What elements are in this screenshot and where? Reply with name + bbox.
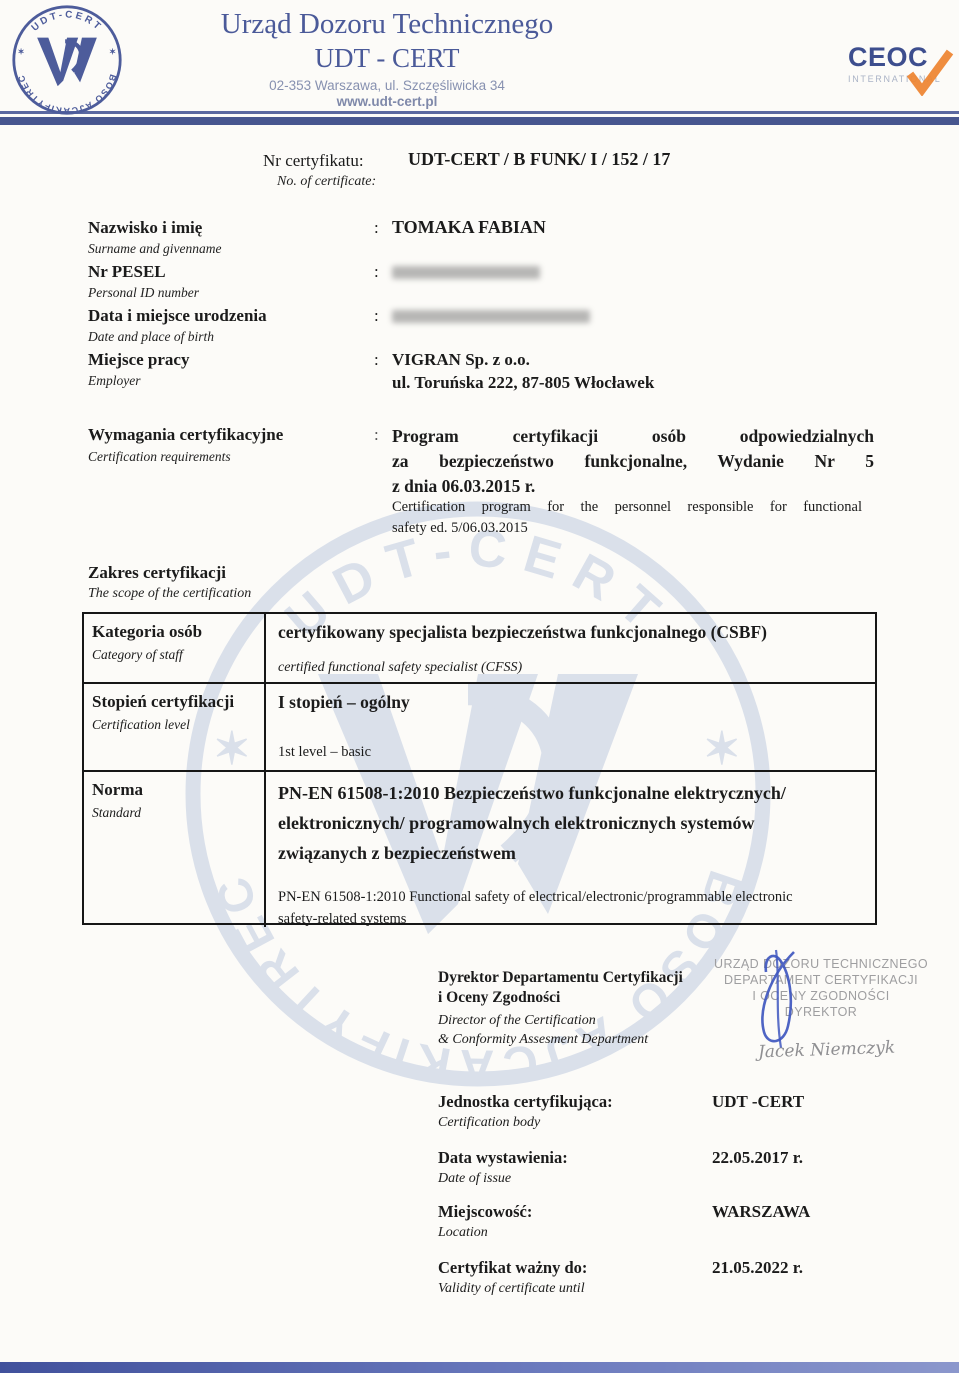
level-value-en: 1st level – basic <box>278 744 372 760</box>
org-name: Urząd Dozoru Technicznego <box>220 8 554 40</box>
scope-table <box>82 612 877 925</box>
scope-title: Zakres certyfikacji <box>88 563 227 582</box>
requirements-value-en <box>392 497 862 539</box>
cert-no-value: UDT-CERT / B FUNK/ I / 152 / 17 <box>408 149 671 169</box>
valid-until-label-group <box>438 1258 708 1297</box>
issue-date-label-group <box>438 1148 708 1187</box>
stamp-line: URZĄD DOZORU TECHNICZNEGO <box>714 957 928 971</box>
cert-no-label-en: No. of certificate: <box>277 174 377 189</box>
standard-value-line: elektronicznych/ programowalnych elektronicznych systemów <box>278 813 755 833</box>
director-title-en-line: Director of the Certification <box>438 1013 596 1028</box>
requirements-value <box>392 424 874 499</box>
category-label: Kategoria osób <box>92 622 203 641</box>
issue-date-value: 22.05.2017 r. <box>712 1148 803 1167</box>
requirements-colon: : <box>374 425 379 444</box>
standard-value-en-line: safety-related systems <box>278 911 407 927</box>
pesel-label-en: Personal ID number <box>88 285 199 300</box>
location-value: WARSZAWA <box>712 1202 811 1221</box>
category-label-en: Category of staff <box>92 647 183 662</box>
pesel-colon: : <box>374 262 379 281</box>
name-label: Nazwisko i imię <box>88 218 203 237</box>
pesel-value-redacted <box>392 266 540 279</box>
requirements-value-line: z dnia 06.03.2015 r. <box>392 476 536 496</box>
cert-body-label-group <box>438 1092 708 1131</box>
director-title-line2: i Oceny Zgodności <box>438 989 561 1006</box>
scope-row-standard-value-cell <box>266 772 875 927</box>
category-value-en: certified functional safety specialist (CFSS) <box>278 660 523 675</box>
name-value: TOMAKA FABIAN <box>392 217 546 237</box>
header-rule-thin <box>0 111 959 114</box>
director-title-line1: Dyrektor Departamentu Certyfikacji <box>438 969 683 986</box>
pesel-label: Nr PESEL <box>88 262 166 281</box>
issue-date-label: Data wystawienia: <box>438 1148 568 1167</box>
org-unit: UDT - CERT <box>314 43 460 73</box>
level-value: I stopień – ogólny <box>278 692 410 712</box>
birth-colon: : <box>374 306 379 325</box>
scope-row-category-value-cell <box>266 614 875 684</box>
valid-until-label-en: Validity of certificate until <box>438 1281 585 1296</box>
location-label: Miejscowość: <box>438 1202 533 1221</box>
location-label-en: Location <box>438 1225 488 1240</box>
stamp-line: I OCENY ZGODNOŚCI <box>752 989 890 1003</box>
ceoc-subtitle: INTERNATIONAL <box>848 74 942 84</box>
bottom-accent-bar <box>0 1362 959 1373</box>
standard-value-line: PN-EN 61508-1:2010 Bezpieczeństwo funkcjonalne elektrycznych/ <box>278 783 786 803</box>
standard-value-en-line: PN-EN 61508-1:2010 Functional safety of electrical/electronic/programmable electronic <box>278 889 793 905</box>
name-label-en: Surname and givenname <box>88 241 222 256</box>
standard-value-line: związanych z bezpieczeństwem <box>278 843 516 863</box>
category-value: certyfikowany specjalista bezpieczeństwa funkcjonalnego (CSBF) <box>278 622 767 642</box>
valid-until-label: Certyfikat ważny do: <box>438 1258 588 1277</box>
employer-value-line2: ul. Toruńska 222, 87-805 Włocławek <box>392 373 655 392</box>
valid-until-value: 21.05.2022 r. <box>712 1258 803 1277</box>
birth-value-redacted <box>392 310 590 323</box>
scope-title-en: The scope of the certification <box>88 586 252 601</box>
name-colon: : <box>374 218 379 237</box>
org-website: www.udt-cert.pl <box>336 94 438 109</box>
requirements-value-en-line: safety ed. 5/06.03.2015 <box>392 520 528 536</box>
scope-row-category-label-cell <box>84 614 266 684</box>
birth-label-en: Date and place of birth <box>88 329 214 344</box>
ceoc-name: CEOC <box>848 42 929 72</box>
requirements-value-line: za bezpieczeństwo funkcjonalne, Wydanie Nr 5 <box>392 451 874 471</box>
standard-label: Norma <box>92 780 143 799</box>
issue-date-label-en: Date of issue <box>438 1171 512 1186</box>
level-label-en: Certification level <box>92 717 190 732</box>
requirements-value-en-line: Certification program for the personnel responsible for functional <box>392 499 862 515</box>
cert-body-label: Jednostka certyfikująca: <box>438 1092 613 1111</box>
stamp-line: DEPARTAMENT CERTYFIKACJI <box>724 973 918 987</box>
standard-label-en: Standard <box>92 805 142 820</box>
issuer-block <box>142 8 632 109</box>
org-address: 02-353 Warszawa, ul. Szczęśliwicka 34 <box>269 78 505 93</box>
employer-label-en: Employer <box>88 373 141 388</box>
header-rule-thick <box>0 117 959 125</box>
ceoc-checkmark-icon <box>904 48 954 96</box>
cert-no-label: Nr certyfikatu: <box>263 151 364 170</box>
director-title-en-line: & Conformity Assesment Department <box>438 1032 649 1047</box>
standard-value <box>278 778 865 868</box>
signature-scribble-icon <box>748 948 832 1052</box>
scope-row-level-value-cell <box>266 684 875 772</box>
birth-label: Data i miejsce urodzenia <box>88 306 267 325</box>
requirements-label: Wymagania certyfikacyjne <box>88 425 284 444</box>
ceoc-logo <box>848 42 953 84</box>
level-label: Stopień certyfikacji <box>92 692 235 711</box>
signer-name: Jacek Niemczyk <box>757 1037 896 1063</box>
scope-row-level-label-cell <box>84 684 266 772</box>
udt-cert-seal-icon <box>8 4 126 116</box>
employer-colon: : <box>374 350 379 369</box>
cert-body-label-en: Certification body <box>438 1115 541 1130</box>
location-label-group <box>438 1202 708 1241</box>
cert-body-value: UDT -CERT <box>712 1092 805 1111</box>
employer-label: Miejsce pracy <box>88 350 190 369</box>
requirements-value-line: Program certyfikacji osób odpowiedzialnych <box>392 426 874 446</box>
standard-value-en <box>278 886 865 930</box>
scope-row-standard-label-cell <box>84 772 266 927</box>
employer-value-line1: VIGRAN Sp. z o.o. <box>392 350 530 369</box>
requirements-label-en: Certification requirements <box>88 449 231 464</box>
stamp-line: DYREKTOR <box>784 1005 858 1019</box>
